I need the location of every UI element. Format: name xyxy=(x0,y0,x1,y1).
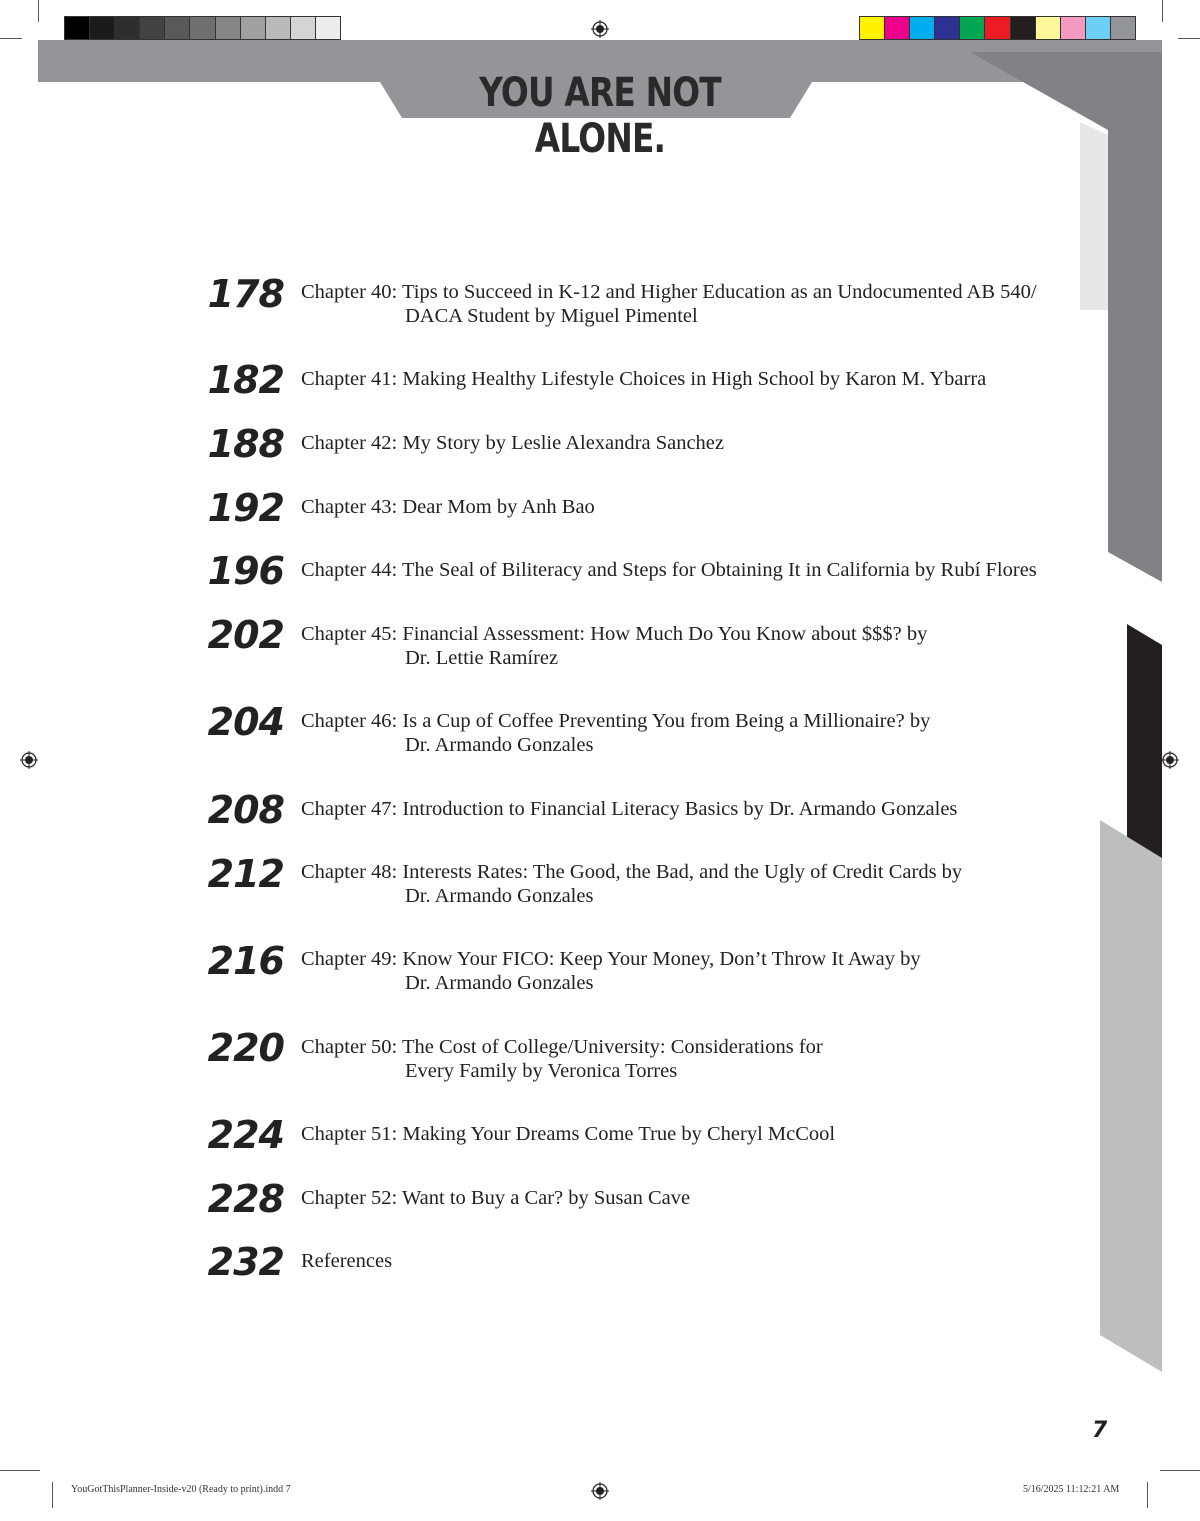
toc-entry-title: Chapter 40: Tips to Succeed in K-12 and Higher Education as an Undocumented AB 540/ xyxy=(301,281,1037,303)
toc-entry[interactable] xyxy=(301,280,1081,328)
toc-entry[interactable] xyxy=(301,367,1081,391)
toc-page-number: 182 xyxy=(207,358,284,402)
toc-entry-title: Chapter 52: Want to Buy a Car? by Susan Cave xyxy=(301,1187,691,1209)
toc-entry[interactable] xyxy=(301,622,1081,670)
toc-entry[interactable] xyxy=(301,1122,1081,1146)
toc-page-number: 228 xyxy=(207,1177,284,1221)
toc-page-number: 192 xyxy=(207,486,284,530)
toc-entry-continuation: Dr. Armando Gonzales xyxy=(405,972,594,994)
toc-entry-continuation: DACA Student by Miguel Pimentel xyxy=(405,305,698,327)
toc-entry[interactable] xyxy=(301,558,1081,582)
crop-mark xyxy=(38,0,39,22)
toc-entry-title: Chapter 42: My Story by Leslie Alexandra Sanchez xyxy=(301,432,724,454)
toc-entry-title: Chapter 45: Financial Assessment: How Much Do You Know about $$$? by xyxy=(301,623,928,645)
page-number: 7 xyxy=(1092,1418,1108,1443)
crop-mark xyxy=(1160,1470,1200,1471)
toc-entry-title: Chapter 50: The Cost of College/University: Considerations for xyxy=(301,1036,823,1058)
registration-mark-right xyxy=(1161,751,1179,769)
toc-entry-continuation: Every Family by Veronica Torres xyxy=(405,1060,678,1082)
toc-entry-title: References xyxy=(301,1250,393,1272)
crop-mark xyxy=(1162,0,1163,22)
toc-entry-title: Chapter 51: Making Your Dreams Come True by Cheryl McCool xyxy=(301,1123,836,1145)
crop-mark xyxy=(1147,1482,1148,1508)
toc-entry[interactable] xyxy=(301,797,1081,821)
toc-page-number: 208 xyxy=(207,788,284,832)
crop-mark xyxy=(1178,38,1200,39)
right-wedge-pale xyxy=(1080,122,1108,310)
toc-page-number: 220 xyxy=(207,1026,284,1070)
toc-entry[interactable] xyxy=(301,709,1081,757)
toc-page-number: 188 xyxy=(207,422,284,466)
toc-page-number: 224 xyxy=(207,1113,284,1157)
registration-mark-left xyxy=(20,751,38,769)
toc-page-number: 178 xyxy=(207,272,284,316)
toc-entry-title: Chapter 41: Making Healthy Lifestyle Choices in High School by Karon M. Ybarra xyxy=(301,368,987,390)
toc-entry[interactable] xyxy=(301,495,1081,519)
toc-page-number: 202 xyxy=(207,613,284,657)
toc-entry[interactable] xyxy=(301,1035,1081,1083)
toc-entry-continuation: Dr. Armando Gonzales xyxy=(405,885,594,907)
toc-page-number: 196 xyxy=(207,549,284,593)
toc-entry[interactable] xyxy=(301,1249,1081,1273)
toc-page-number: 204 xyxy=(207,700,284,744)
slug-timestamp: 5/16/2025 11:12:21 AM xyxy=(1023,1484,1120,1495)
toc-entry-title: Chapter 43: Dear Mom by Anh Bao xyxy=(301,496,595,518)
page-title: YOU ARE NOT ALONE. xyxy=(479,70,721,162)
toc-entry[interactable] xyxy=(301,860,1081,908)
toc-entry[interactable] xyxy=(301,431,1081,455)
slug-filename: YouGotThisPlanner-Inside-v20 (Ready to print).indd 7 xyxy=(71,1484,291,1495)
toc-page-number: 216 xyxy=(207,939,284,983)
crop-mark xyxy=(0,1470,40,1471)
registration-mark-bottom xyxy=(591,1482,609,1500)
crop-mark xyxy=(52,1482,53,1508)
toc-page-number: 212 xyxy=(207,852,284,896)
toc-entry-title: Chapter 44: The Seal of Biliteracy and Steps for Obtaining It in California by Rubí Flores xyxy=(301,559,1037,581)
crop-mark xyxy=(0,38,22,39)
toc-entry-continuation: Dr. Armando Gonzales xyxy=(405,734,594,756)
toc-page-number: 232 xyxy=(207,1240,284,1284)
toc-entry-continuation: Dr. Lettie Ramírez xyxy=(405,647,559,669)
toc-entry[interactable] xyxy=(301,1186,1081,1210)
toc-entry[interactable] xyxy=(301,947,1081,995)
toc-entry-title: Chapter 47: Introduction to Financial Literacy Basics by Dr. Armando Gonzales xyxy=(301,798,958,820)
gray-side-strip xyxy=(1100,820,1162,1372)
registration-mark-top xyxy=(591,20,609,38)
toc-entry-title: Chapter 48: Interests Rates: The Good, the Bad, and the Ugly of Credit Cards by xyxy=(301,861,963,883)
toc-entry-title: Chapter 46: Is a Cup of Coffee Preventing You from Being a Millionaire? by xyxy=(301,710,931,732)
toc-entry-title: Chapter 49: Know Your FICO: Keep Your Money, Don’t Throw It Away by xyxy=(301,948,921,970)
